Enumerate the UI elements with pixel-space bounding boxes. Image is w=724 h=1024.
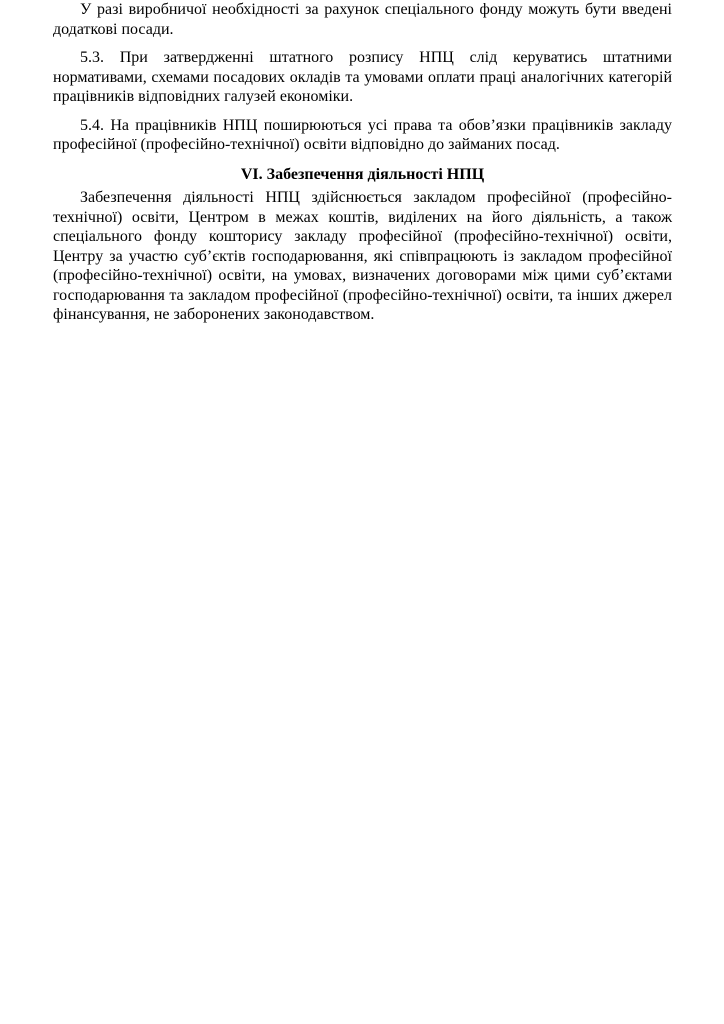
paragraph-additional-positions: У разі виробничої необхідності за рахунок спеціального фонду можуть бути введені додаткові посади. [53, 1, 672, 38]
paragraph-section-6: Забезпечення діяльності НПЦ здійснюється закладом професійної (професійно-технічної) освіти, Центром в межах коштів, виділених на його діяльність, а також спеціального фонду кошторису закладу професійної (професійно-технічної) освіти, Центру за участю суб’єктів господарювання, які співпрацюють із закладом професійної (професійно-технічної) освіти, на умовах, визначених договорами між цими суб’єктами господарювання та закладом професійної (професійно-технічної) освіти, та інших джерел фінансування, не заборонених законодавством. [53, 189, 672, 323]
section-6-heading: VI. Забезпечення діяльності НПЦ [240, 165, 485, 183]
document-body [53, 0, 672, 325]
paragraph-5-3: 5.3. При затвердженні штатного розпису НПЦ слід керуватись штатними нормативами, схемами посадових окладів та умовами оплати праці аналогічних категорій працівників відповідних галузей економіки. [53, 49, 672, 105]
paragraph-5-4: 5.4. На працівників НПЦ поширюються усі права та обов’язки працівників закладу професійної (професійно-технічної) освіти відповідно до займаних посад. [53, 116, 672, 153]
